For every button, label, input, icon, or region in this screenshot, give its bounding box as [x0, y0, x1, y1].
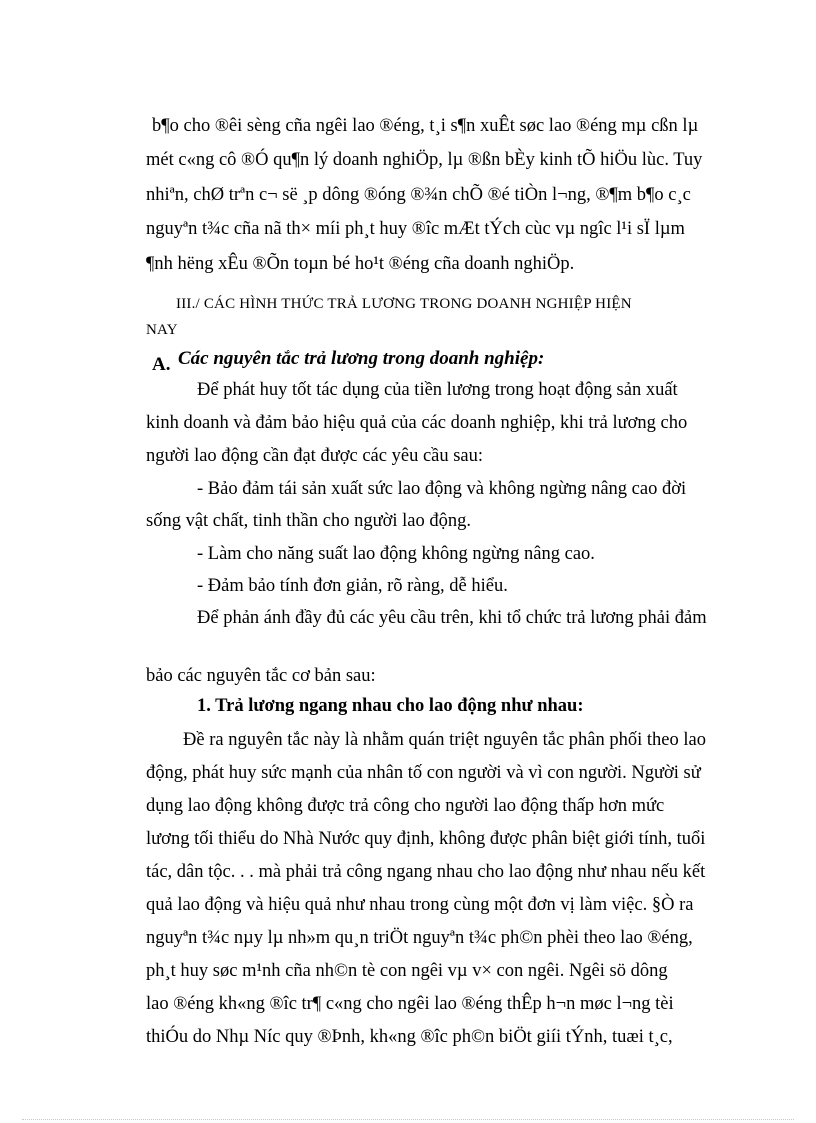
garbled-para-1-line-4: nguyªn t¾c cña nã th× míi ph¸t huy ®îc mÆt tÝch cùc vµ ngîc l¹i sÏ lµm — [146, 219, 685, 239]
bullet-3: - Đảm bảo tính đơn giản, rõ ràng, dễ hiểu. — [197, 576, 508, 596]
principle-1-line-4: lương tối thiểu do Nhà Nước quy định, không được phân biệt giới tính, tuổi — [146, 829, 706, 849]
bullet-1-line-1: - Bảo đảm tái sản xuất sức lao động và không ngừng nâng cao đời — [197, 479, 687, 499]
bullet-1-line-2: sống vật chất, tinh thần cho người lao động. — [146, 511, 472, 531]
subsection-label: A. — [152, 354, 171, 375]
principle-1-line-6: quả lao động và hiệu quả như nhau trong cùng một đơn vị làm việc. §Ò ra — [146, 895, 694, 915]
garbled-para-2-line-2: ph¸t huy søc m¹nh cña nh©n tè con ngêi vµ v× con ngêi. Ngêi sö dông — [146, 961, 668, 981]
principle-1-line-2: động, phát huy sức mạnh của nhân tố con người và vì con người. Người sử — [146, 763, 701, 783]
section-heading-line-2: NAY — [146, 322, 178, 338]
intro-para-line-2: kinh doanh và đảm bảo hiệu quả của các doanh nghiệp, khi trả lương cho — [146, 413, 688, 433]
reflect-line-1: Để phản ánh đầy đủ các yêu cầu trên, khi tổ chức trả lương phải đảm — [197, 608, 707, 628]
garbled-para-1-line-1: b¶o cho ®êi sèng cña ngêi lao ®éng, t¸i s¶n xuÊt søc lao ®éng mµ cßn lµ — [152, 116, 699, 136]
garbled-para-2-line-3: lao ®éng kh«ng ®îc tr¶ c«ng cho ngêi lao ®éng thÊp h¬n møc l¬ng tèi — [146, 994, 674, 1014]
section-heading-line-1: III./ CÁC HÌNH THỨC TRẢ LƯƠNG TRONG DOANH NGHIỆP HIỆN — [176, 296, 632, 312]
garbled-para-1-line-3: nhiªn, chØ trªn c¬ së ¸p dông ®óng ®¾n chÕ ®é tiÒn l¬ng, ®¶m b¶o c¸c — [146, 185, 691, 205]
principle-1-line-3: dụng lao động không được trả công cho người lao động thấp hơn mức — [146, 796, 665, 816]
page-bottom-divider — [22, 1119, 794, 1120]
garbled-para-2-line-4: thiÓu do Nhµ Níc quy ®Þnh, kh«ng ®îc ph©n biÖt giíi tÝnh, tuæi t¸c, — [146, 1027, 673, 1047]
garbled-para-1-line-2: mét c«ng cô ®Ó qu¶n lý doanh nghiÖp, lµ ®ßn bÈy kinh tÕ hiÖu lùc. Tuy — [146, 150, 703, 170]
garbled-para-2-line-1: nguyªn t¾c nµy lµ nh»m qu¸n triÖt nguyªn t¾c ph©n phèi theo lao ®éng, — [146, 928, 693, 948]
intro-para-line-1: Để phát huy tốt tác dụng của tiền lương trong hoạt động sản xuất — [197, 380, 678, 400]
garbled-para-1-line-5: ¶nh hëng xÊu ®Õn toµn bé ho¹t ®éng cña doanh nghiÖp. — [146, 254, 575, 274]
reflect-line-2: bảo các nguyên tắc cơ bản sau: — [146, 666, 376, 686]
principle-1-title: 1. Trả lương ngang nhau cho lao động như nhau: — [197, 696, 584, 716]
principle-1-line-5: tác, dân tộc. . . mà phải trả công ngang nhau cho lao động như nhau nếu kết — [146, 862, 706, 882]
intro-para-line-3: người lao động cần đạt được các yêu cầu sau: — [146, 446, 484, 466]
bullet-2: - Làm cho năng suất lao động không ngừng nâng cao. — [197, 544, 595, 564]
principle-1-line-1: Đề ra nguyên tắc này là nhằm quán triệt nguyên tắc phân phối theo lao — [183, 730, 706, 750]
subsection-title: Các nguyên tắc trả lương trong doanh nghiệp: — [178, 348, 545, 369]
